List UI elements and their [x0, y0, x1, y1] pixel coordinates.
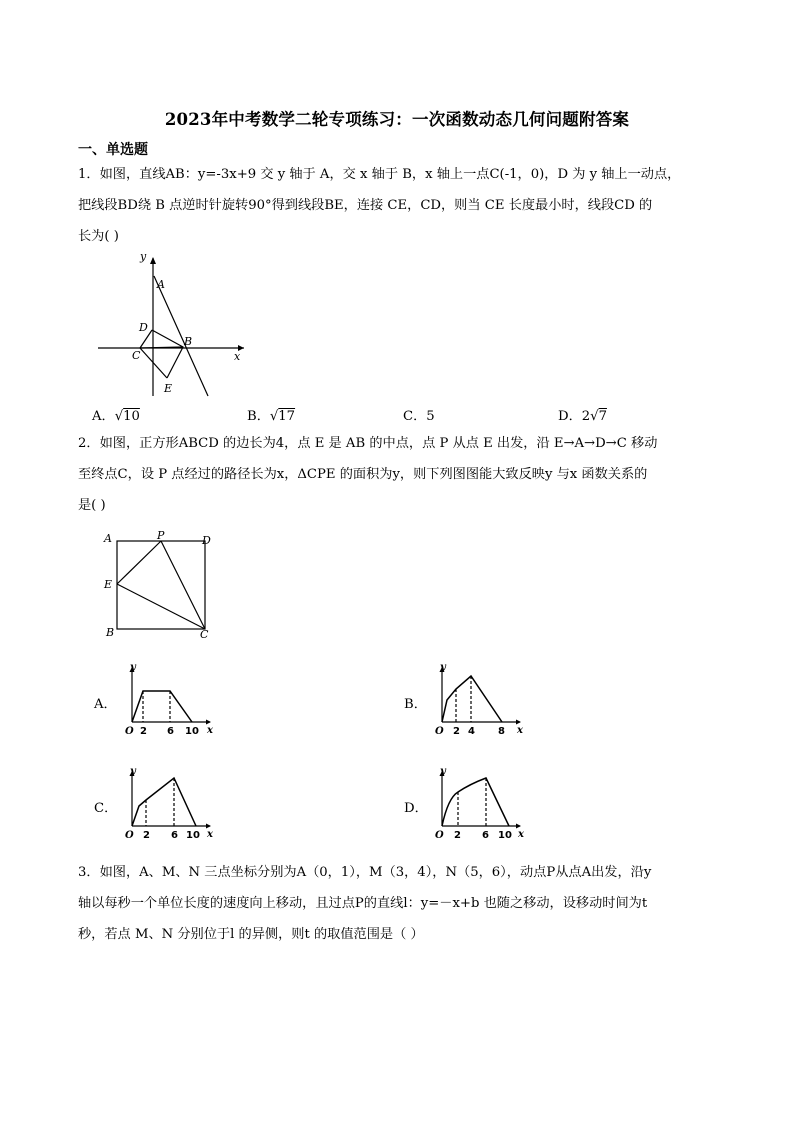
- q2-option-d-graph[interactable]: [430, 764, 530, 840]
- svg-text:10: 10: [498, 830, 512, 840]
- svg-text:O: O: [435, 726, 444, 736]
- q1-label-x: x: [234, 350, 241, 363]
- svg-text:O: O: [125, 726, 134, 736]
- q2-line2: 至终点C，设 P 点经过的路径长为x，ΔCPE 的面积为y，则下列图图能大致反映y 与x 函数关系的: [78, 467, 648, 482]
- svg-text:x: x: [207, 829, 213, 840]
- q1-option-c[interactable]: C．5: [403, 409, 435, 424]
- q1-segments-bd-be: [152, 330, 183, 378]
- q1-line2: 把线段BD绕 B 点逆时针旋转90°得到线段BE，连接 CE，CD，则当 CE 长度最小时，线段CD 的: [78, 198, 653, 213]
- svg-text:8: 8: [498, 726, 505, 736]
- q1-label-y: y: [140, 250, 147, 263]
- svg-text:y: y: [130, 766, 136, 777]
- q2-line1: 2．如图，正方形ABCD 的边长为4，点 E 是 AB 的中点，点 P 从点 E 出发，沿 E→A→D→C 移动: [78, 436, 658, 451]
- svg-text:x: x: [207, 725, 213, 736]
- page-title: 2023年中考数学二轮专项练习：一次函数动态几何问题附答案: [164, 110, 630, 129]
- svg-text:6: 6: [167, 726, 174, 736]
- section-heading: 一、单选题: [78, 142, 148, 158]
- q1-option-b[interactable]: B．√17: [247, 409, 296, 424]
- svg-text:y: y: [440, 766, 446, 777]
- q2-option-b-graph[interactable]: [430, 660, 530, 736]
- svg-text:2: 2: [140, 726, 147, 736]
- svg-text:2: 2: [453, 726, 460, 736]
- q1-label-a: A: [157, 278, 165, 291]
- q3-line3: 秒，若点 M、N 分别位于l 的异侧，则t 的取值范围是（ ）: [78, 927, 424, 942]
- q1-option-a[interactable]: A．√10: [92, 409, 140, 424]
- q2-option-a-label[interactable]: A．: [94, 697, 117, 712]
- q2-label-c: C: [200, 628, 209, 641]
- svg-text:2: 2: [143, 830, 150, 840]
- q2-segment-ep: [117, 541, 161, 584]
- q2-segment-pc: [161, 541, 205, 629]
- q2-line3: 是( ): [78, 498, 106, 513]
- q1-label-b: B: [184, 335, 193, 348]
- q1-option-d[interactable]: D．2√7: [558, 409, 607, 424]
- q1-figure: [94, 250, 254, 398]
- q3-line2: 轴以每秒一个单位长度的速度向上移动，且过点P的直线l：y=－x+b 也随之移动，设移动时间为t: [78, 896, 648, 911]
- q2-square: [117, 541, 205, 629]
- svg-text:4: 4: [468, 726, 475, 736]
- svg-text:2: 2: [454, 830, 461, 840]
- svg-text:x: x: [517, 725, 523, 736]
- q2-label-p: P: [157, 530, 165, 542]
- q1-label-c: C: [132, 349, 141, 362]
- q2-option-c-label[interactable]: C．: [94, 801, 118, 816]
- svg-text:10: 10: [185, 726, 199, 736]
- svg-text:6: 6: [171, 830, 178, 840]
- q2-option-b-label[interactable]: B．: [404, 697, 427, 712]
- q2-option-d-label[interactable]: D．: [404, 801, 428, 816]
- q2-segment-ec: [117, 584, 205, 629]
- q1-line1: 1．如图，直线AB：y=-3x+9 交 y 轴于 A，交 x 轴于 B，x 轴上一点C(-1，0)，D 为 y 轴上一动点，: [78, 167, 681, 182]
- q2-label-e: E: [104, 578, 113, 591]
- q1-label-e: E: [164, 382, 173, 395]
- svg-text:O: O: [435, 830, 444, 840]
- svg-text:O: O: [125, 830, 134, 840]
- q3-line1: 3．如图，A、M、N 三点坐标分别为A（0，1），M（3，4），N（5，6），动点P从点A出发，沿y: [78, 865, 652, 880]
- svg-text:y: y: [440, 662, 446, 673]
- q2-square-figure: [100, 530, 220, 642]
- svg-text:10: 10: [186, 830, 200, 840]
- q1-line3: 长为( ): [78, 229, 119, 244]
- q2-label-a: A: [104, 532, 112, 545]
- svg-text:x: x: [518, 829, 524, 840]
- q1-label-d: D: [139, 321, 148, 334]
- svg-text:6: 6: [482, 830, 489, 840]
- svg-text:y: y: [130, 662, 136, 673]
- q2-option-a-graph[interactable]: [120, 660, 220, 736]
- q2-option-c-graph[interactable]: [120, 764, 220, 840]
- q2-label-b: B: [106, 626, 115, 639]
- q2-label-d: D: [202, 534, 211, 547]
